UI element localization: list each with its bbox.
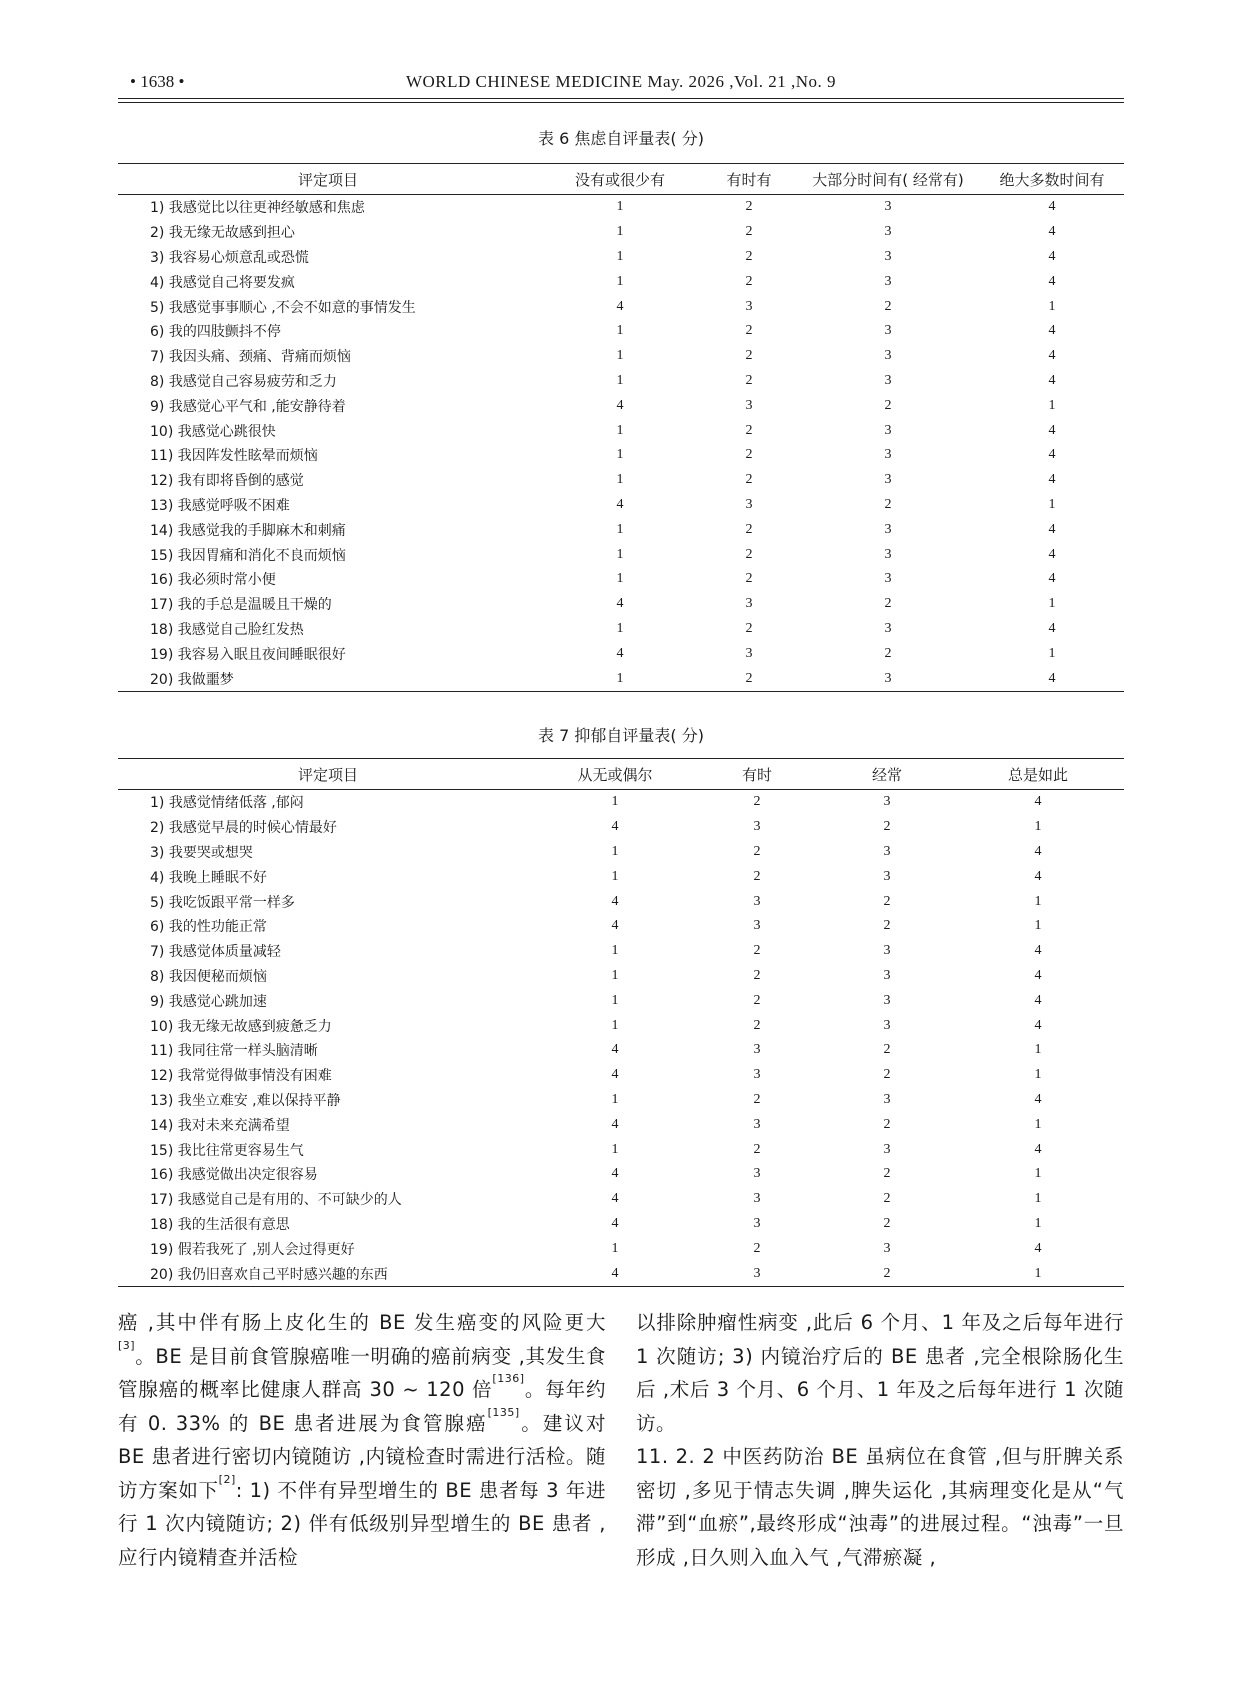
column-header: 从无或偶尔: [538, 759, 692, 790]
score-cell: 3: [883, 1240, 891, 1256]
text-run: 癌 ,其中伴有肠上皮化生的 BE 发生癌变的风险更大: [118, 1311, 606, 1334]
score-cell: 2: [753, 1240, 761, 1256]
table-row: [118, 988, 1124, 1013]
score-cell: 3: [883, 1017, 891, 1033]
score-cell: 3: [884, 323, 892, 339]
score-cell: 3: [883, 943, 891, 959]
score-cell: 3: [883, 967, 891, 983]
section-paragraph: 11. 2. 2 中医药防治 BE 虽病位在食管 ,但与肝脾关系密切 ,多见于情志失调 ,脾失运化 ,其病理变化是从“气滞”到“血瘀”,最终形成“浊毒”的进展过程。“浊毒”一旦形成 ,日久则入血入气 ,气滞瘀凝 ,: [636, 1445, 1124, 1569]
table-row: [118, 344, 1124, 369]
score-cell: 2: [745, 199, 753, 215]
score-cell: 1: [1034, 1116, 1042, 1132]
table-row: [118, 1038, 1124, 1063]
item-text: 14) 我感觉我的手脚麻木和刺痛: [150, 522, 346, 539]
score-cell: 1: [1034, 1215, 1042, 1231]
score-cell: 4: [611, 1116, 619, 1132]
table-row: [118, 542, 1124, 567]
score-cell: 1: [611, 1240, 619, 1256]
table-row: [118, 914, 1124, 939]
score-cell: 3: [884, 248, 892, 264]
citation-ref: [136]: [492, 1372, 525, 1385]
citation-ref: [135]: [487, 1405, 520, 1419]
score-cell: 1: [616, 447, 624, 463]
table-row: [118, 889, 1124, 914]
score-cell: 1: [1034, 1265, 1042, 1281]
score-cell: 3: [884, 472, 892, 488]
body-text-left-column: [118, 1306, 606, 1574]
score-cell: 1: [1034, 819, 1042, 835]
table-row: [118, 269, 1124, 294]
score-cell: 4: [611, 819, 619, 835]
score-cell: 1: [611, 967, 619, 983]
table-row: [118, 319, 1124, 344]
score-cell: 2: [753, 1141, 761, 1157]
item-text: 8) 我因便秘而烦恼: [150, 968, 267, 985]
table-row: [118, 666, 1124, 691]
score-cell: 2: [753, 1017, 761, 1033]
table-header-row: [118, 164, 1124, 195]
score-cell: 3: [753, 1116, 761, 1132]
score-cell: 2: [753, 992, 761, 1008]
table-row: [118, 220, 1124, 245]
score-cell: 2: [883, 1042, 891, 1058]
score-cell: 2: [753, 794, 761, 810]
score-cell: 1: [1034, 918, 1042, 934]
score-cell: 2: [745, 447, 753, 463]
column-header: 大部分时间有( 经常有): [796, 164, 980, 195]
item-text: 7) 我感觉体质量减轻: [150, 944, 281, 961]
score-cell: 1: [1034, 1067, 1042, 1083]
score-cell: 3: [753, 1265, 761, 1281]
score-cell: 2: [883, 1265, 891, 1281]
table-row: [118, 1236, 1124, 1261]
score-cell: 4: [611, 1265, 619, 1281]
item-text: 10) 我无缘无故感到疲惫乏力: [150, 1018, 332, 1035]
citation-ref: [3]: [118, 1338, 136, 1352]
score-cell: 4: [611, 1191, 619, 1207]
item-text: 3) 我要哭或想哭: [150, 844, 253, 861]
score-cell: 3: [753, 1215, 761, 1231]
score-cell: 2: [753, 843, 761, 859]
score-cell: 4: [1034, 1141, 1042, 1157]
score-cell: 3: [884, 670, 892, 686]
table-row: [118, 1013, 1124, 1038]
score-cell: 4: [1048, 422, 1056, 438]
score-cell: 4: [1048, 447, 1056, 463]
score-cell: 3: [884, 447, 892, 463]
score-cell: 4: [611, 1042, 619, 1058]
table-row: [118, 493, 1124, 518]
item-text: 18) 我感觉自己脸红发热: [150, 621, 304, 638]
score-cell: 1: [616, 472, 624, 488]
score-cell: 4: [1048, 224, 1056, 240]
score-cell: 4: [1034, 943, 1042, 959]
column-header: 评定项目: [118, 164, 538, 195]
score-cell: 4: [1048, 248, 1056, 264]
score-cell: 4: [1034, 868, 1042, 884]
score-cell: 1: [1048, 596, 1056, 612]
column-header: 没有或很少有: [538, 164, 702, 195]
score-cell: 3: [753, 893, 761, 909]
header-rule-thin: [118, 102, 1124, 103]
table-row: [118, 418, 1124, 443]
score-cell: 1: [616, 670, 624, 686]
table-row: [118, 1261, 1124, 1286]
table-row: [118, 393, 1124, 418]
score-cell: 2: [745, 571, 753, 587]
score-cell: 1: [616, 620, 624, 636]
score-cell: 2: [884, 645, 892, 661]
score-cell: 2: [883, 1116, 891, 1132]
item-text: 3) 我容易心烦意乱或恐慌: [150, 249, 309, 266]
score-cell: 1: [616, 571, 624, 587]
text-run: 。每年约有 0. 33% 的 BE 患者进展为食管腺癌: [118, 1378, 606, 1435]
score-cell: 4: [611, 1067, 619, 1083]
score-cell: 2: [883, 1191, 891, 1207]
score-cell: 4: [1048, 273, 1056, 289]
score-cell: 2: [883, 819, 891, 835]
score-cell: 3: [883, 992, 891, 1008]
page-number: • 1638 •: [130, 72, 185, 91]
score-cell: 4: [616, 397, 624, 413]
score-cell: 2: [745, 224, 753, 240]
item-text: 1) 我感觉情绪低落 ,郁闷: [150, 795, 304, 812]
score-cell: 4: [1048, 571, 1056, 587]
table-row: [118, 939, 1124, 964]
item-text: 20) 我仍旧喜欢自己平时感兴趣的东西: [150, 1266, 388, 1283]
table-row: [118, 840, 1124, 865]
score-cell: 3: [753, 1191, 761, 1207]
score-cell: 1: [611, 868, 619, 884]
table-row: [118, 369, 1124, 394]
score-cell: 1: [1034, 1042, 1042, 1058]
item-text: 5) 我吃饭跟平常一样多: [150, 894, 295, 911]
score-cell: 4: [616, 298, 624, 314]
score-cell: 2: [883, 918, 891, 934]
table7-depression-scale: [118, 758, 1124, 1287]
score-cell: 3: [884, 348, 892, 364]
score-cell: 2: [745, 620, 753, 636]
score-cell: 3: [884, 224, 892, 240]
table6-caption: 表 6 焦虑自评量表( 分): [538, 129, 704, 148]
score-cell: 4: [1048, 199, 1056, 215]
score-cell: 1: [1034, 1191, 1042, 1207]
score-cell: 4: [1048, 620, 1056, 636]
table-row: [118, 517, 1124, 542]
column-header: 有时: [692, 759, 822, 790]
item-text: 16) 我必须时常小便: [150, 572, 276, 589]
table-row: [118, 592, 1124, 617]
score-cell: 1: [1034, 1166, 1042, 1182]
item-text: 8) 我感觉自己容易疲劳和乏力: [150, 373, 337, 390]
score-cell: 4: [1048, 323, 1056, 339]
header-rule: [118, 98, 1124, 99]
item-text: 17) 我感觉自己是有用的、不可缺少的人: [150, 1192, 402, 1209]
item-text: 2) 我感觉早晨的时候心情最好: [150, 820, 337, 837]
column-header: 评定项目: [118, 759, 538, 790]
score-cell: 1: [1034, 893, 1042, 909]
score-cell: 2: [745, 248, 753, 264]
item-text: 13) 我坐立难安 ,难以保持平静: [150, 1092, 341, 1109]
score-cell: 3: [883, 1091, 891, 1107]
table-row: [118, 1162, 1124, 1187]
text-run: : 1) 不伴有异型增生的 BE 患者每 3 年进行 1 次内镜随访; 2) 伴有低级别异型增生的 BE 患者 ,应行内镜精查并活检: [118, 1478, 606, 1569]
score-cell: 1: [616, 422, 624, 438]
table-row: [118, 815, 1124, 840]
score-cell: 2: [745, 670, 753, 686]
journal-info: WORLD CHINESE MEDICINE May. 2026 ,Vol. 21 ,No. 9: [405, 72, 837, 91]
table7-caption: 表 7 抑郁自评量表( 分): [538, 726, 704, 745]
score-cell: 3: [745, 645, 753, 661]
table-row: [118, 1187, 1124, 1212]
table-row: [118, 443, 1124, 468]
item-text: 16) 我感觉做出决定很容易: [150, 1167, 318, 1184]
paragraph: 以排除肿瘤性病变 ,此后 6 个月、1 年及之后每年进行 1 次随访; 3) 内镜治疗后的 BE 患者 ,完全根除肠化生后 ,术后 3 个月、6 个月、1 年及之后每年进行 1 次随访。: [636, 1311, 1124, 1435]
score-cell: 1: [611, 843, 619, 859]
score-cell: 2: [745, 348, 753, 364]
item-text: 12) 我有即将昏倒的感觉: [150, 473, 304, 490]
score-cell: 3: [884, 546, 892, 562]
score-cell: 1: [616, 372, 624, 388]
score-cell: 1: [611, 943, 619, 959]
item-text: 10) 我感觉心跳很快: [150, 423, 276, 440]
score-cell: 2: [745, 472, 753, 488]
column-header: 有时有: [702, 164, 796, 195]
score-cell: 4: [1048, 670, 1056, 686]
score-cell: 1: [611, 1141, 619, 1157]
item-text: 18) 我的生活很有意思: [150, 1216, 290, 1233]
score-cell: 2: [884, 397, 892, 413]
score-cell: 4: [616, 496, 624, 512]
item-text: 14) 我对未来充满希望: [150, 1117, 290, 1134]
table-row: [118, 245, 1124, 270]
score-cell: 3: [884, 571, 892, 587]
table6-anxiety-scale: [118, 163, 1124, 692]
score-cell: 1: [616, 323, 624, 339]
table-row: [118, 1112, 1124, 1137]
score-cell: 2: [883, 1166, 891, 1182]
score-cell: 3: [884, 620, 892, 636]
item-text: 7) 我因头痛、颈痛、背痛而烦恼: [150, 349, 351, 366]
table-row: [118, 641, 1124, 666]
score-cell: 4: [1034, 1017, 1042, 1033]
score-cell: 3: [884, 521, 892, 537]
score-cell: 2: [745, 422, 753, 438]
table-row: [118, 195, 1124, 220]
score-cell: 3: [883, 1141, 891, 1157]
score-cell: 2: [745, 546, 753, 562]
score-cell: 1: [1048, 397, 1056, 413]
score-cell: 2: [753, 1091, 761, 1107]
score-cell: 2: [753, 967, 761, 983]
score-cell: 4: [616, 645, 624, 661]
table-row: [118, 294, 1124, 319]
score-cell: 2: [883, 1067, 891, 1083]
item-text: 19) 假若我死了 ,别人会过得更好: [150, 1241, 355, 1258]
running-header: [118, 66, 1124, 96]
score-cell: 3: [745, 298, 753, 314]
text-run: 。BE 是目前食管腺癌唯一明确的癌前病变 ,其发生食管腺癌的概率比健康人群高 30 ~ 120 倍: [118, 1344, 606, 1401]
item-text: 1) 我感觉比以往更神经敏感和焦虑: [150, 200, 365, 217]
score-cell: 3: [753, 1166, 761, 1182]
table-row: [118, 864, 1124, 889]
score-cell: 2: [745, 273, 753, 289]
score-cell: 3: [745, 496, 753, 512]
score-cell: 1: [616, 199, 624, 215]
score-cell: 4: [1048, 348, 1056, 364]
item-text: 15) 我比往常更容易生气: [150, 1142, 304, 1159]
score-cell: 1: [616, 521, 624, 537]
score-cell: 3: [883, 794, 891, 810]
column-header: 绝大多数时间有: [980, 164, 1124, 195]
item-text: 9) 我感觉心跳加速: [150, 993, 267, 1010]
score-cell: 1: [611, 794, 619, 810]
score-cell: 3: [884, 422, 892, 438]
item-text: 11) 我同往常一样头脑清晰: [150, 1043, 318, 1060]
item-text: 9) 我感觉心平气和 ,能安静待着: [150, 398, 346, 415]
item-text: 20) 我做噩梦: [150, 671, 234, 688]
table-row: [118, 790, 1124, 815]
score-cell: 3: [753, 1042, 761, 1058]
score-cell: 3: [883, 843, 891, 859]
score-cell: 1: [616, 273, 624, 289]
score-cell: 2: [884, 298, 892, 314]
score-cell: 1: [611, 1091, 619, 1107]
score-cell: 4: [611, 1166, 619, 1182]
score-cell: 4: [611, 1215, 619, 1231]
score-cell: 2: [884, 496, 892, 512]
score-cell: 2: [883, 1215, 891, 1231]
score-cell: 3: [753, 1067, 761, 1083]
score-cell: 1: [1048, 496, 1056, 512]
item-text: 17) 我的手总是温暖且干燥的: [150, 597, 332, 614]
score-cell: 2: [753, 943, 761, 959]
score-cell: 3: [753, 918, 761, 934]
score-cell: 4: [611, 918, 619, 934]
score-cell: 1: [1048, 645, 1056, 661]
score-cell: 3: [753, 819, 761, 835]
paragraph: [118, 1306, 606, 1574]
citation-ref: [2]: [218, 1472, 236, 1486]
score-cell: 4: [1048, 472, 1056, 488]
score-cell: 1: [616, 224, 624, 240]
table-header-row: [118, 759, 1124, 790]
item-text: 2) 我无缘无故感到担心: [150, 225, 295, 242]
score-cell: 4: [1048, 372, 1056, 388]
table-row: [118, 1063, 1124, 1088]
item-text: 15) 我因胃痛和消化不良而烦恼: [150, 547, 346, 564]
score-cell: 4: [1048, 521, 1056, 537]
score-cell: 3: [884, 273, 892, 289]
item-text: 5) 我感觉事事顺心 ,不会不如意的事情发生: [150, 299, 416, 316]
score-cell: 1: [616, 248, 624, 264]
item-text: 11) 我因阵发性眩晕而烦恼: [150, 448, 318, 465]
column-header: 总是如此: [952, 759, 1124, 790]
score-cell: 1: [611, 1017, 619, 1033]
score-cell: 4: [1034, 843, 1042, 859]
score-cell: 4: [1034, 1240, 1042, 1256]
table-row: [118, 1137, 1124, 1162]
table-row: [118, 964, 1124, 989]
table-row: [118, 1088, 1124, 1113]
score-cell: 1: [611, 992, 619, 1008]
score-cell: 4: [1034, 992, 1042, 1008]
score-cell: 2: [745, 372, 753, 388]
score-cell: 1: [616, 348, 624, 364]
score-cell: 4: [1034, 1091, 1042, 1107]
score-cell: 2: [883, 893, 891, 909]
score-cell: 2: [884, 596, 892, 612]
score-cell: 1: [616, 546, 624, 562]
item-text: 6) 我的四肢颤抖不停: [150, 324, 281, 341]
item-text: 4) 我晚上睡眠不好: [150, 869, 267, 886]
item-text: 4) 我感觉自己将要发疯: [150, 274, 295, 291]
table-row: [118, 1212, 1124, 1237]
text-run: 。建议对 BE 患者进行密切内镜随访 ,内镜检查时需进行活检。随访方案如下: [118, 1411, 606, 1502]
item-text: 6) 我的性功能正常: [150, 919, 267, 936]
score-cell: 4: [1034, 967, 1042, 983]
score-cell: 4: [1034, 794, 1042, 810]
score-cell: 3: [883, 868, 891, 884]
score-cell: 3: [884, 372, 892, 388]
column-header: 经常: [822, 759, 952, 790]
table-row: [118, 617, 1124, 642]
score-cell: 3: [884, 199, 892, 215]
score-cell: 2: [753, 868, 761, 884]
score-cell: 3: [745, 596, 753, 612]
table-row: [118, 468, 1124, 493]
item-text: 19) 我容易入眠且夜间睡眠很好: [150, 646, 346, 663]
body-text-right-column: [636, 1306, 1124, 1574]
item-text: 12) 我常觉得做事情没有困难: [150, 1068, 332, 1085]
item-text: 13) 我感觉呼吸不困难: [150, 497, 290, 514]
score-cell: 4: [1048, 546, 1056, 562]
score-cell: 2: [745, 521, 753, 537]
score-cell: 3: [745, 397, 753, 413]
score-cell: 4: [616, 596, 624, 612]
score-cell: 2: [745, 323, 753, 339]
score-cell: 4: [611, 893, 619, 909]
score-cell: 1: [1048, 298, 1056, 314]
table-row: [118, 567, 1124, 592]
